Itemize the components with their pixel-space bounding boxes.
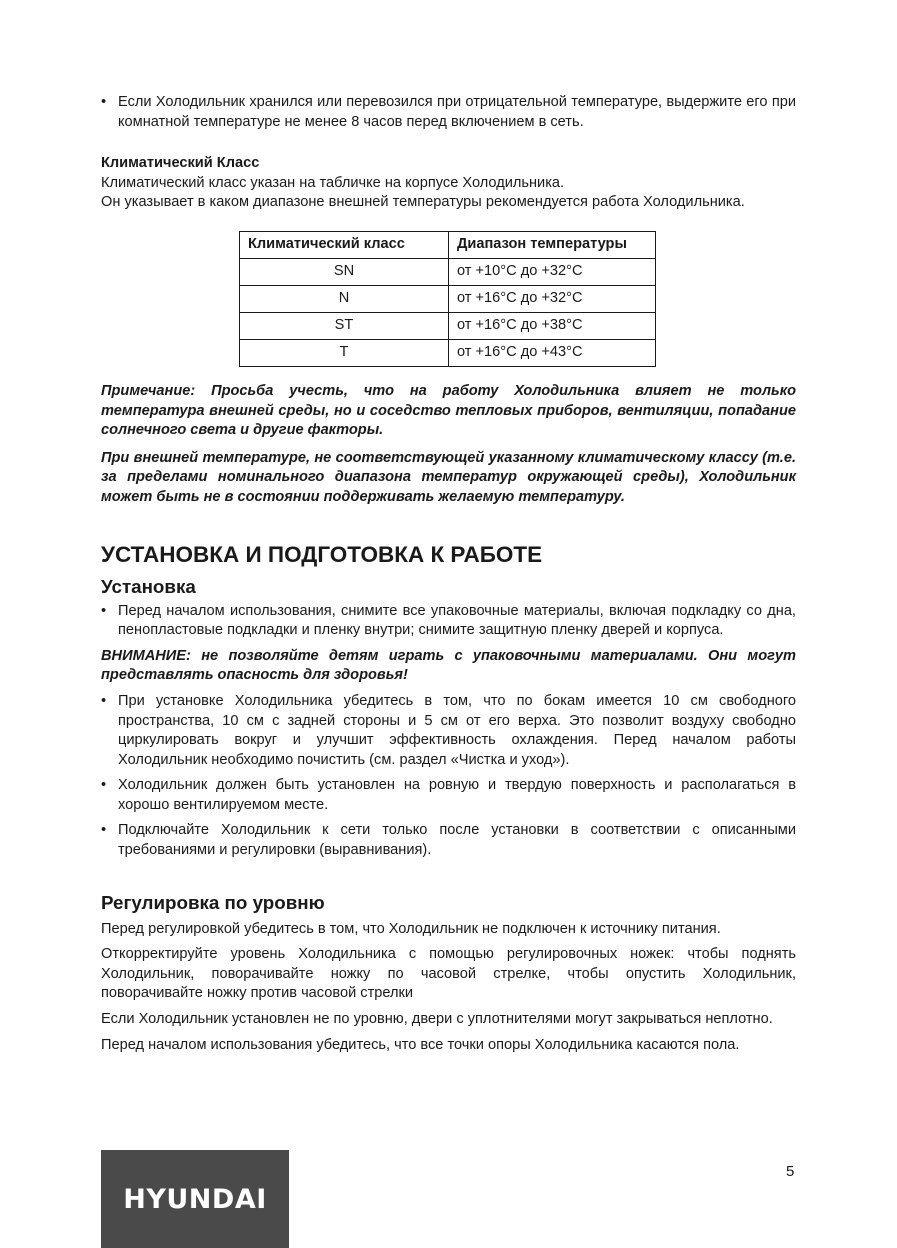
climate-note-2: При внешней температуре, не соответствующей указанному климатическому классу (т.е. за пределами номинального диапазона температур окружающей среды), Холодильник может быть не в состоянии поддерживать желаемую температуру.	[101, 449, 796, 505]
table-header-class: Климатический класс	[240, 231, 449, 258]
install-bullet-4: • Подключайте Холодильник к сети только после установки в соответствии с описанными требованиями и регулировки (выравнивания).	[101, 821, 796, 860]
leveling-paragraph-3: Если Холодильник установлен не по уровню, двери с уплотнителями могут закрываться неплотно.	[101, 1011, 773, 1028]
climate-line-2: Он указывает в каком диапазоне внешней температуры рекомендуется работа Холодильника.	[101, 194, 745, 211]
leveling-heading: Регулировка по уровню	[101, 891, 325, 913]
install-bullet-2: • При установке Холодильника убедитесь в том, что по бокам имеется 10 см свободного пространства, 10 см с задней стороны и 5 см от его верха. Это позволит воздуху свободно циркулировать вокруг и улучшит эффективность охлаждения. Перед началом работы Холодильник необходимо почистить (см. раздел «Чистка и уход»).	[101, 692, 796, 770]
table-cell-class: SN	[240, 258, 449, 285]
climate-heading: Климатический Класс	[101, 155, 260, 172]
intro-bullet: • Если Холодильник хранился или перевозился при отрицательной температуре, выдержите его при комнатной температуре не менее 8 часов перед включением в сеть.	[101, 93, 796, 132]
hyundai-logo: HYUNDAI	[101, 1150, 289, 1248]
leveling-paragraph-4: Перед началом использования убедитесь, что все точки опоры Холодильника касаются пола.	[101, 1036, 740, 1053]
table-cell-range: от +10°C до +32°C	[449, 258, 656, 285]
table-row	[240, 339, 656, 366]
table-header-row	[240, 231, 656, 258]
table-header-range: Диапазон температуры	[449, 231, 656, 258]
climate-line-1: Климатический класс указан на табличке на корпусе Холодильника.	[101, 174, 565, 191]
table-cell-range: от +16°C до +38°C	[449, 312, 656, 339]
table-row	[240, 285, 656, 312]
table-row	[240, 258, 656, 285]
climate-note: Примечание: Просьба учесть, что на работу Холодильника влияет не только температура внешней среды, но и соседство тепловых приборов, вентиляции, попадание солнечного света и другие факторы.	[101, 382, 796, 439]
section-title: УСТАНОВКА И ПОДГОТОВКА К РАБОТЕ	[101, 541, 543, 567]
leveling-paragraph-1: Перед регулировкой убедитесь в том, что Холодильник не подключен к источнику питания.	[101, 920, 721, 937]
climate-class-table	[239, 231, 656, 367]
warning-text: ВНИМАНИЕ: не позволяйте детям играть с упаковочными материалами. Они могут представлять опасность для здоровья!	[101, 647, 796, 684]
table-cell-class: T	[240, 339, 449, 366]
table-row	[240, 312, 656, 339]
table-cell-range: от +16°C до +43°C	[449, 339, 656, 366]
install-bullet-3: • Холодильник должен быть установлен на ровную и твердую поверхность и располагаться в хорошо вентилируемом месте.	[101, 776, 796, 815]
leveling-paragraph-2: Откорректируйте уровень Холодильника с помощью регулировочных ножек: чтобы поднять Холодильник, поворачивайте ножку по часовой стрелке, чтобы опустить Холодильник, поворачивайте ножку против часовой стрелки	[101, 946, 796, 1002]
table-cell-range: от +16°C до +32°C	[449, 285, 656, 312]
install-subtitle: Установка	[101, 575, 196, 597]
table-cell-class: ST	[240, 312, 449, 339]
page-number: 5	[786, 1163, 795, 1180]
install-bullet-1: • Перед началом использования, снимите все упаковочные материалы, включая подкладку со дна, пенопластовые подкладки и пленку внутри; снимите защитную пленку дверей и корпуса.	[101, 602, 796, 641]
table-cell-class: N	[240, 285, 449, 312]
page-content	[101, 93, 796, 1055]
